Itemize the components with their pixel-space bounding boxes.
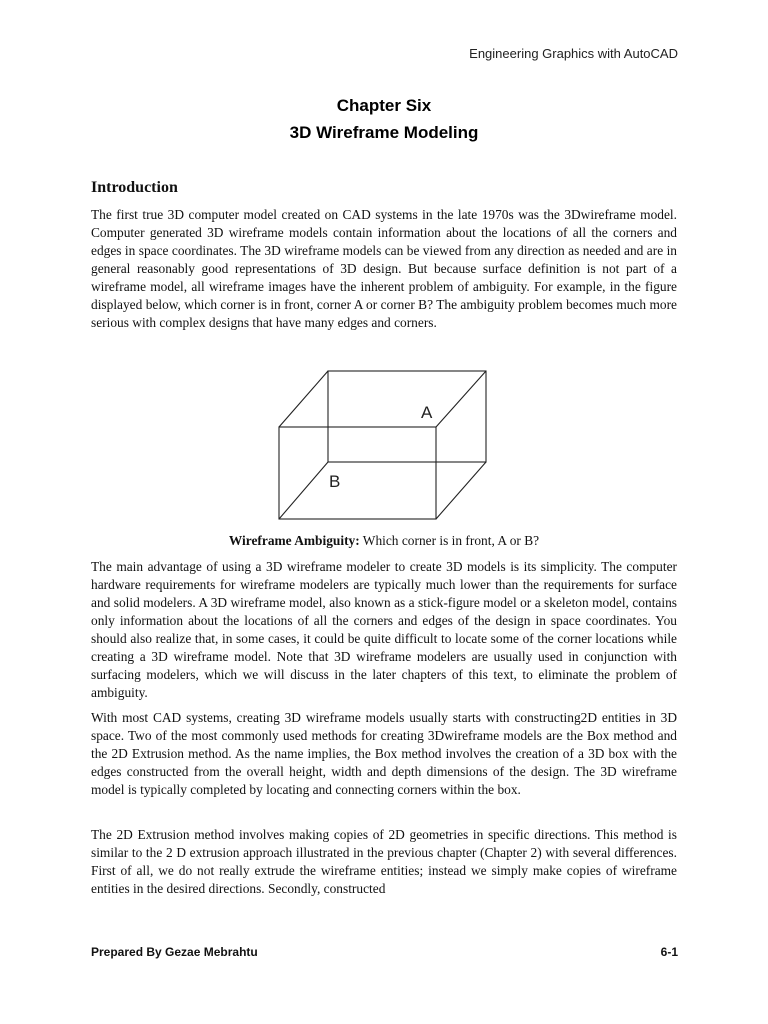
wireframe-box-figure: [270, 365, 500, 525]
intro-paragraph: The first true 3D computer model created on CAD systems in the late 1970s was the 3Dwireframe model. Computer generated 3D wireframe models contain information about the locations of all the corners and edges in space coordinates. The 3D wireframe models can be viewed from any direction as needed and are in general reasonably good representations of 3D design. But because surface definition is not part of a wireframe model, all wireframe images have the inherent problem of ambiguity. For example, in the figure displayed below, which corner is in front, corner A or corner B? The ambiguity problem becomes much more serious with complex designs that have many edges and corners.: [91, 207, 677, 330]
corner-label-b: B: [329, 472, 341, 491]
chapter-title: 3D Wireframe Modeling: [289, 123, 479, 142]
chapter-number: Chapter Six: [336, 96, 432, 115]
body-paragraph-extrusion: The 2D Extrusion method involves making copies of 2D geometries in specific directions. This method is similar to the 2 D extrusion approach illustrated in the previous chapter (Chapter 2) with several differences. First of all, we do not really extrude the wireframe entities; instead we simply make copies of wireframe entities in the desired directions. Secondly, constructed: [91, 827, 677, 896]
edge-top-right: [436, 371, 486, 427]
edge-bottom-left: [279, 462, 328, 519]
section-heading-introduction: Introduction: [91, 179, 178, 196]
edge-top-left: [279, 371, 328, 427]
corner-label-a: A: [421, 403, 433, 422]
running-header: Engineering Graphics with AutoCAD: [469, 46, 678, 61]
body-paragraph-methods: With most CAD systems, creating 3D wireframe models usually starts with constructing2D entities in 3D space. Two of the most commonly used methods for creating 3Dwireframe models are the Box method and the 2D Extrusion method. As the name implies, the Box method involves the creation of a 3D box with the edges constructed from the overall height, width and depth dimensions of the design. The 3D wireframe model is typically completed by locating and connecting corners within the box.: [91, 710, 677, 797]
caption-title: Wireframe Ambiguity:: [228, 533, 360, 548]
figure-caption: [0, 533, 768, 549]
caption-text: Which corner is in front, A or B?: [359, 533, 540, 548]
footer-author: Prepared By Gezae Mebrahtu: [91, 945, 258, 959]
back-face: [328, 371, 486, 462]
body-paragraph-advantages: The main advantage of using a 3D wireframe modeler to create 3D models is its simplicity. The computer hardware requirements for wireframe modelers are typically much lower than the requirements for surface and solid modelers. A 3D wireframe model, also known as a stick-figure model or a skeleton model, contains only information about the locations of all the corners and edges of the design in space coordinates. You should also realize that, in some cases, it could be quite difficult to locate some of the corner locations while creating a 3D wireframe model. Note that 3D wireframe modelers are usually used in conjunction with surfacing modelers, which we will discuss in the later chapters of this text, to eliminate the problem of ambiguity.: [91, 559, 677, 700]
front-face: [279, 427, 436, 519]
footer-page-number: 6-1: [660, 945, 678, 959]
edge-bottom-right: [436, 462, 486, 519]
